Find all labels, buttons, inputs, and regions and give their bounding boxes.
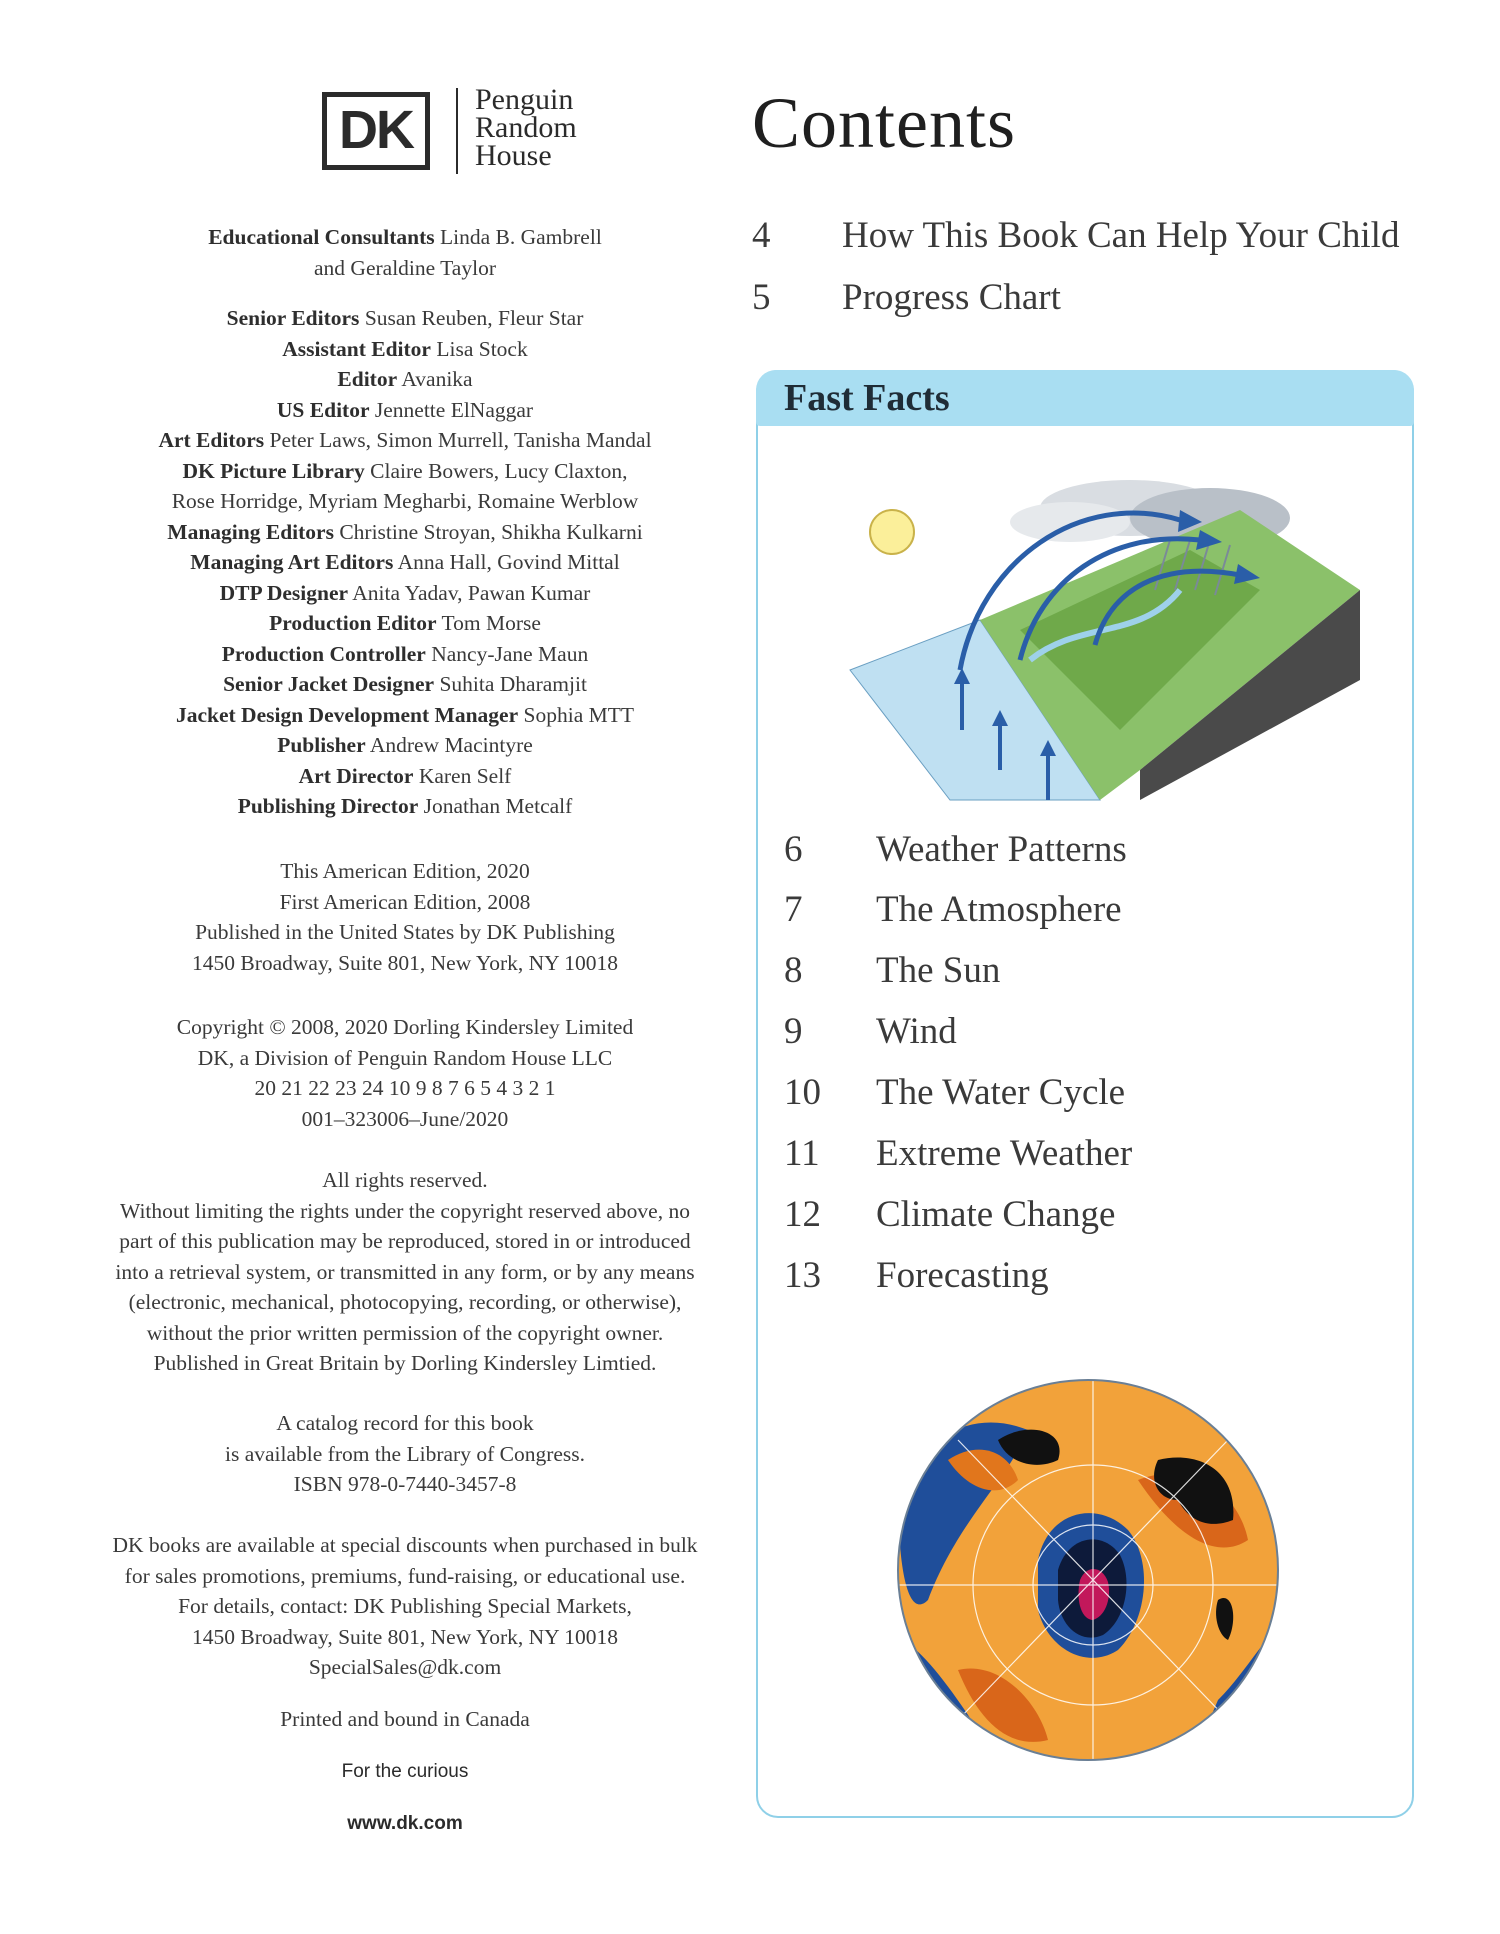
wordmark-line: Random xyxy=(475,111,577,144)
credit-line xyxy=(60,456,750,487)
fast-facts-page-number: 6 xyxy=(784,829,803,870)
credit-role: Publishing Director xyxy=(237,794,419,818)
sales-line: 1450 Broadway, Suite 801, New York, NY 10018 xyxy=(191,1624,618,1649)
fast-facts-title-text: Weather Patterns xyxy=(876,829,1127,870)
edition-info xyxy=(60,856,750,978)
rights-line: All rights reserved. xyxy=(322,1168,488,1192)
fast-facts-page-number: 10 xyxy=(784,1072,821,1113)
credit-names: Rose Horridge, Myriam Megharbi, Romaine Werblow xyxy=(171,489,639,513)
fast-facts-title-text: The Water Cycle xyxy=(876,1072,1126,1113)
fast-facts-page-number: 9 xyxy=(784,1011,803,1052)
rights-line: into a retrieval system, or transmitted in any form, or by any means xyxy=(115,1259,695,1284)
toc-item[interactable] xyxy=(752,214,1399,257)
credit-line xyxy=(60,700,750,731)
credit-names: Claire Bowers, Lucy Claxton, xyxy=(370,458,628,483)
credit-names: Peter Laws, Simon Murrell, Tanisha Mandal xyxy=(269,428,652,452)
credit-role: Publisher xyxy=(277,733,366,757)
credit-line xyxy=(60,486,750,517)
publisher-logo xyxy=(260,83,590,187)
rights-line: without the prior written permission of the copyright owner. xyxy=(146,1320,664,1345)
credit-role: US Editor xyxy=(276,397,370,422)
credit-names: Suhita Dharamjit xyxy=(439,672,587,696)
fast-facts-item[interactable] xyxy=(784,1071,1125,1114)
credit-line xyxy=(60,791,750,822)
fast-facts-title-text: Climate Change xyxy=(876,1194,1116,1235)
credit-line xyxy=(60,222,750,253)
toc-title: Progress Chart xyxy=(842,277,1061,318)
copyright-line: Copyright © 2008, 2020 Dorling Kindersley Limited xyxy=(176,1015,634,1039)
credit-line xyxy=(60,761,750,792)
credit-role: Art Editors xyxy=(158,428,265,452)
edition-line: First American Edition, 2008 xyxy=(279,889,531,914)
credit-role: Jacket Design Development Manager xyxy=(175,702,519,727)
sales-line: DK books are available at special discounts when purchased in bulk xyxy=(112,1533,698,1557)
catalog-record xyxy=(60,1408,750,1500)
toc-title: How This Book Can Help Your Child xyxy=(842,215,1400,256)
sales-line: For details, contact: DK Publishing Special Markets, xyxy=(178,1594,632,1618)
toc-page-number: 4 xyxy=(752,215,771,256)
spacer xyxy=(60,283,750,303)
credit-names: and Geraldine Taylor xyxy=(314,255,496,280)
credit-names: Jennette ElNaggar xyxy=(374,397,534,422)
logo-divider xyxy=(456,88,458,174)
fast-facts-title-text: Forecasting xyxy=(876,1255,1049,1296)
credit-names: Andrew Macintyre xyxy=(369,733,533,757)
fast-facts-item[interactable] xyxy=(784,1132,1132,1175)
credit-line xyxy=(60,578,750,609)
water-cycle-illustration xyxy=(840,470,1360,810)
dk-logo: DK xyxy=(322,92,430,170)
credit-role: Assistant Editor xyxy=(282,336,431,361)
rights-line: (electronic, mechanical, photocopying, recording, or otherwise), xyxy=(128,1290,682,1314)
credit-role: DK Picture Library xyxy=(182,458,365,483)
fast-facts-page-number: 11 xyxy=(784,1133,820,1174)
edition-line: This American Edition, 2020 xyxy=(280,859,530,883)
sales-email: SpecialSales@dk.com xyxy=(308,1655,502,1679)
fast-facts-title-text: The Atmosphere xyxy=(876,889,1122,930)
fast-facts-page-number: 13 xyxy=(784,1255,821,1296)
credit-line xyxy=(60,364,750,395)
wordmark-line: Penguin xyxy=(475,83,574,116)
credit-names: Karen Self xyxy=(418,763,512,788)
credit-role: Production Editor xyxy=(269,611,437,635)
fast-facts-title: Fast Facts xyxy=(784,377,950,419)
credit-line xyxy=(60,425,750,456)
toc-item[interactable] xyxy=(752,276,1061,319)
rights-notice xyxy=(60,1165,750,1379)
fast-facts-item[interactable] xyxy=(784,949,1000,992)
fast-facts-page-number: 8 xyxy=(784,950,803,991)
credit-role: Production Controller xyxy=(221,641,426,666)
fast-facts-title-text: Extreme Weather xyxy=(876,1133,1133,1174)
fast-facts-item[interactable] xyxy=(784,828,1127,871)
credit-role: Senior Jacket Designer xyxy=(223,672,435,696)
credit-line xyxy=(60,669,750,700)
fast-facts-page-number: 7 xyxy=(784,889,803,930)
credit-role: Managing Art Editors xyxy=(190,550,394,574)
special-sales-info xyxy=(60,1530,750,1683)
fast-facts-item[interactable] xyxy=(784,1193,1115,1236)
credit-role: Senior Editors xyxy=(226,306,360,330)
fast-facts-item[interactable] xyxy=(784,1010,957,1053)
credit-role: Editor xyxy=(337,367,398,391)
credit-line xyxy=(60,547,750,578)
credit-names: Christine Stroyan, Shikha Kulkarni xyxy=(339,519,643,544)
toc-page-number: 5 xyxy=(752,277,771,318)
credit-role: Educational Consultants xyxy=(208,225,435,249)
copyright-line: 001–323006–June/2020 xyxy=(301,1106,509,1131)
printed-in: Printed and bound in Canada xyxy=(280,1707,530,1731)
credit-names: Lisa Stock xyxy=(436,336,528,361)
credit-line xyxy=(60,253,750,284)
rights-line: Without limiting the rights under the copyright reserved above, no xyxy=(120,1198,690,1223)
catalog-line: A catalog record for this book xyxy=(276,1411,534,1435)
fast-facts-page-number: 12 xyxy=(784,1194,821,1235)
credit-role: Managing Editors xyxy=(167,519,334,544)
credit-line xyxy=(60,608,750,639)
copyright-info xyxy=(60,1012,750,1134)
credit-role: Art Director xyxy=(298,763,414,788)
credit-names: Nancy-Jane Maun xyxy=(431,641,589,666)
credit-line xyxy=(60,395,750,426)
edition-line: 1450 Broadway, Suite 801, New York, NY 10018 xyxy=(191,950,618,975)
credit-names: Tom Morse xyxy=(441,611,541,635)
fast-facts-title-text: The Sun xyxy=(876,950,1001,991)
credit-names: Avanika xyxy=(401,367,473,391)
ozone-globe-illustration xyxy=(888,1370,1288,1770)
copyright-line: 20 21 22 23 24 10 9 8 7 6 5 4 3 2 1 xyxy=(254,1076,556,1100)
sales-line: for sales promotions, premiums, fund-raising, or educational use. xyxy=(124,1563,686,1588)
credit-names: Jonathan Metcalf xyxy=(423,794,573,818)
credit-line xyxy=(60,517,750,548)
rights-line: Published in Great Britain by Dorling Kindersley Limtied. xyxy=(153,1351,657,1375)
catalog-line: ISBN 978-0-7440-3457-8 xyxy=(293,1472,517,1496)
credits-list xyxy=(60,222,750,822)
fast-facts-item[interactable] xyxy=(784,888,1122,931)
catalog-line: is available from the Library of Congress. xyxy=(224,1441,586,1466)
edition-line: Published in the United States by DK Publishing xyxy=(195,920,615,944)
contents-title: Contents xyxy=(752,83,1017,163)
website-link[interactable]: www.dk.com xyxy=(347,1813,463,1834)
credit-names: Anita Yadav, Pawan Kumar xyxy=(352,580,591,605)
credit-line xyxy=(60,303,750,334)
tagline: For the curious xyxy=(341,1761,469,1782)
credit-line xyxy=(60,639,750,670)
credit-names: Sophia MTT xyxy=(523,702,634,727)
fast-facts-title-text: Wind xyxy=(876,1011,957,1052)
credit-names: Linda B. Gambrell xyxy=(439,225,602,249)
rights-line: part of this publication may be reproduced, stored in or introduced xyxy=(119,1229,691,1253)
fast-facts-item[interactable] xyxy=(784,1254,1049,1297)
credit-line xyxy=(60,730,750,761)
credit-role: DTP Designer xyxy=(219,580,349,605)
credit-names: Anna Hall, Govind Mittal xyxy=(397,550,620,574)
penguin-random-house-wordmark xyxy=(475,83,615,172)
credit-line xyxy=(60,334,750,365)
credit-names: Susan Reuben, Fleur Star xyxy=(364,306,584,330)
wordmark-line: House xyxy=(475,139,552,172)
copyright-line: DK, a Division of Penguin Random House LLC xyxy=(197,1045,613,1070)
